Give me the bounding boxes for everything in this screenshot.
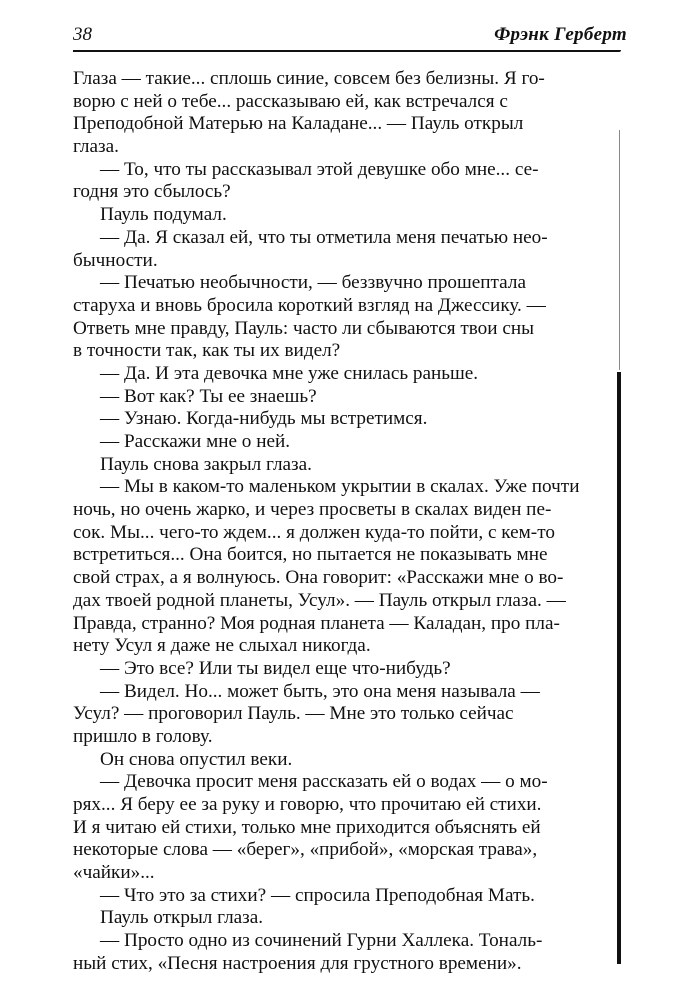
text-line: — Это все? Или ты видел еще что-нибудь? <box>100 657 451 679</box>
text-line: — Просто одно из сочинений Гурни Халлека. Тональ- <box>100 930 543 952</box>
text-line: Он снова опустил веки. <box>100 748 293 770</box>
text-line: «чайки»... <box>73 862 155 884</box>
running-head <box>73 22 627 48</box>
text-line: — Что это за стихи? — спросила Преподобная Мать. <box>100 884 535 906</box>
text-line: ный стих, «Песня настроения для грустного времени». <box>73 952 522 974</box>
text-line: — Видел. Но... может быть, это она меня называла — <box>100 680 540 702</box>
text-line: — Узнаю. Когда-нибудь мы встретимся. <box>100 408 428 430</box>
text-line: в точности так, как ты их видел? <box>73 340 341 362</box>
text-line: — Да. И эта девочка мне уже снилась раньше. <box>100 362 479 384</box>
text-line: сок. Мы... чего-то ждем... я должен куда-то пойти, с кем-то <box>73 521 555 543</box>
text-line: — Да. Я сказал ей, что ты отметила меня печатью нео- <box>100 226 548 248</box>
text-line: Пауль снова закрыл глаза. <box>100 453 312 475</box>
text-line: — Девочка просит меня рассказать ей о водах — о мо- <box>100 771 548 793</box>
text-line: ночь, но очень жарко, и через просветы в скалах виден пе- <box>73 499 552 521</box>
book-page <box>73 22 627 974</box>
text-line: дах твоей родной планеты, Усул». — Пауль открыл глаза. — <box>73 589 566 611</box>
text-line: нету Усул я даже не слыхал никогда. <box>73 635 371 657</box>
text-line: — То, что ты рассказывал этой девушке обо мне... се- <box>100 158 539 180</box>
text-line: бычности. <box>73 249 158 271</box>
header-rule <box>73 50 621 52</box>
text-line: ворю с ней о тебе... рассказываю ей, как встречался с <box>73 90 508 112</box>
text-line: старуха и вновь бросила короткий взгляд на Джессику. — <box>73 294 546 316</box>
text-line: некоторые слова — «берег», «прибой», «морская трава», <box>73 839 538 861</box>
body-text <box>73 68 633 976</box>
text-line: рях... Я беру ее за руку и говорю, что прочитаю ей стихи. <box>73 794 542 815</box>
page-number: 38 <box>73 24 92 45</box>
text-line: Правда, странно? Моя родная планета — Каладан, про пла- <box>73 612 560 634</box>
text-line: — Вот как? Ты ее знаешь? <box>100 385 317 407</box>
text-line: Преподобной Матерью на Каладане... — Пауль открыл <box>73 113 524 135</box>
text-line: встретиться... Она боится, но пытается не показывать мне <box>73 544 548 566</box>
text-line: — Расскажи мне о ней. <box>100 431 291 452</box>
text-line: глаза. <box>73 136 119 158</box>
text-line: годня это сбылось? <box>73 181 231 203</box>
text-line: И я читаю ей стихи, только мне приходится объяснять ей <box>73 816 541 838</box>
text-line: Глаза — такие... сплошь синие, совсем без белизны. Я го- <box>73 68 545 89</box>
running-title: Фрэнк Герберт <box>494 24 627 45</box>
text-line: свой страх, а я волнуюсь. Она говорит: «Расскажи мне о во- <box>73 567 564 589</box>
page-edge-faint <box>619 130 620 370</box>
page-edge-shadow <box>617 372 621 964</box>
text-line: — Печатью необычности, — беззвучно прошептала <box>100 272 526 294</box>
text-line: — Мы в каком-то маленьком укрытии в скалах. Уже почти <box>100 476 580 498</box>
text-line: Пауль подумал. <box>100 204 227 226</box>
text-line: Усул? — проговорил Пауль. — Мне это только сейчас <box>73 703 514 725</box>
text-line: Пауль открыл глаза. <box>100 907 264 929</box>
text-line: пришло в голову. <box>73 725 213 747</box>
text-line: Ответь мне правду, Пауль: часто ли сбываются твои сны <box>73 317 535 339</box>
